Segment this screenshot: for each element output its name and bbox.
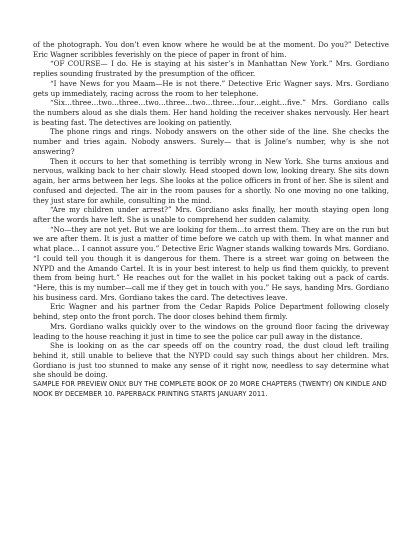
paragraph-phone-rings: The phone rings and rings. Nobody answers on the other side of the line. She checks the number and tries again. Nobody answers. Surely— that is Joline’s number, why is she not answering? <box>33 127 389 156</box>
paragraph-news-for-you: “I have News for you Maam—He is not there.” Detective Eric Wagner says. Mrs. Gordiano gets up immediately, racing across the room to her telephone. <box>33 78 389 98</box>
document-page <box>33 40 389 400</box>
paragraph-not-yet: “No—they are not yet. But we are looking for them…to arrest them. They are on the run but we are after them. It is just a matter of time before we catch up with them. In what manner and what place… I cannot assure you.” Detective Eric Wagner stands walking towards Mrs. Gordiano. “I could tell you though it is dangerous for them. There is a street war going on between the NYPD and the Amando Cartel. It is in your best interest to help us find them quickly, to prevent them from being hurt.” He reaches out for the wallet in his pocket taking out a pack of cards. “Here, this is my number—call me if they get in touch with you.” He says, handing Mrs. Gordiano his business card. Mrs. Gordiano takes the card. The detectives leave. <box>33 224 389 302</box>
paragraph-something-wrong: Then it occurs to her that something is terribly wrong in New York. She turns anxious and nervous, walking back to her chair slowly. Head stooped down low, looking dreary. She sits down again, her arms between her legs. She looks at the police officers in front of her. She is silent and confused and dejected. The air in the room pauses for a shortly. No one moving no one talking, they just stare for awhile, consulting in the mind. <box>33 156 389 205</box>
paragraph-dust-cloud: She is looking on as the car speeds off on the country road, the dust cloud left trailing behind it, still unable to believe that the NYPD could say such things about her children. Mrs. Gordiano is just too stunned to make any sense of it right now, needless to say determine what she should be doing. <box>33 341 389 380</box>
paragraph-windows: Mrs. Gordiano walks quickly over to the windows on the ground floor facing the driveway leading to the house reaching it just in time to see the police car pull away in the distance. <box>33 321 389 341</box>
paragraph-continuation: of the photograph. You don’t even know where he would be at the moment. Do you?” Detective Eric Wagner scribbles feverishly on the piece of paper in front of him. <box>33 40 389 59</box>
paragraph-under-arrest: “Are my children under arrest?” Mrs. Gordiano asks finally, her mouth staying open long after the words have left. She is unable to comprehend her sudden calamity. <box>33 205 389 224</box>
paragraph-of-course: “OF COURSE— I do. He is staying at his sister’s in Manhattan New York.” Mrs. Gordiano replies sounding frustrated by the presumption of the officer. <box>33 59 389 79</box>
preview-notice: SAMPLE FOR PREVIEW ONLY. BUY THE COMPLETE BOOK OF 20 MORE CHAPTERS (TWENTY) ON KINDLE AND NOOK BY DECEMBER 10. PAPERBACK PRINTING STARTS JANUARY 2011. <box>33 380 387 398</box>
paragraph-dialing-numbers: “Six…three…two…three…two…three…two…three…four…eight…five.” Mrs. Gordiano calls the numbers aloud as she dials them. Her hand holding the receiver shakes nervously. Her heart is beating fast. The detectives are looking on patiently. <box>33 98 389 127</box>
paragraph-front-porch: Eric Wagner and his partner from the Cedar Rapids Police Department following closely behind, step onto the front porch. The door closes behind them firmly. <box>33 302 389 322</box>
